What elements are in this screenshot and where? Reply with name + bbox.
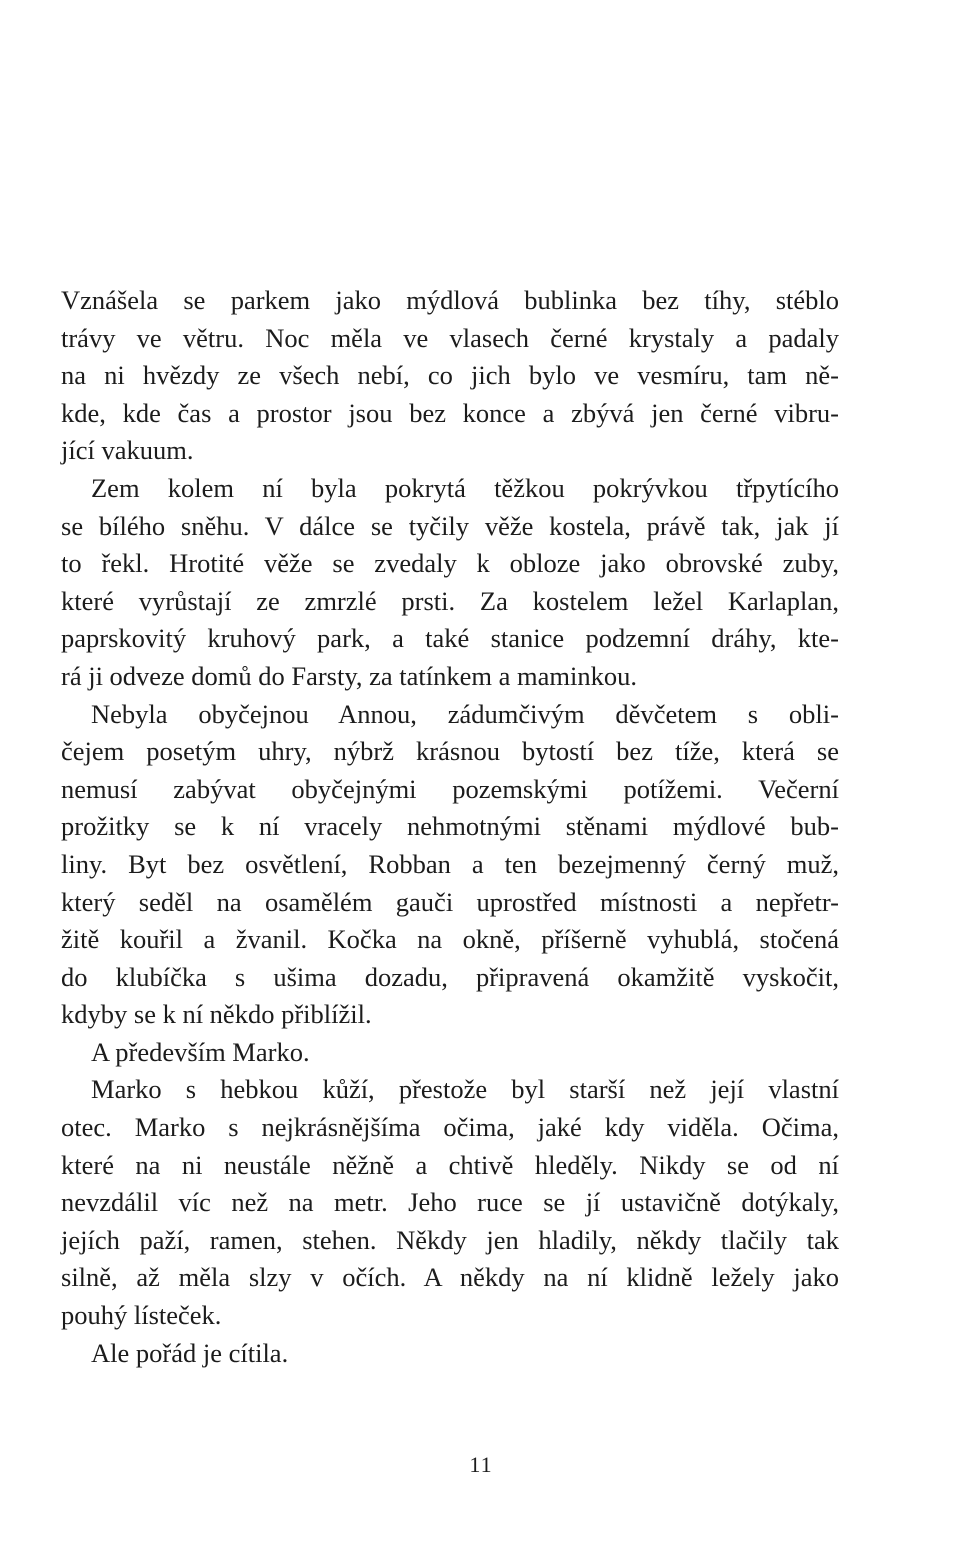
text-line: se bílého sněhu. V dálce se tyčily věže kostela, právě tak, jak jí [61,510,839,541]
text-line: kde, kde čas a prostor jsou bez konce a zbývá jen černé vibru- [61,397,839,428]
text-line: kdyby se k ní někdo přiblížil. [61,999,372,1030]
text-line: Nebyla obyčejnou Annou, zádumčivým děvčetem s obli- [91,698,839,729]
text-line: čejem posetým uhry, nýbrž krásnou bytostí bez tíže, která se [61,736,839,767]
body-text [61,282,839,1372]
text-line: Marko s hebkou kůží, přestože byl starší než její vlastní [91,1074,839,1105]
text-line: které vyrůstají ze zmrzlé prsti. Za kostelem ležel Karlaplan, [61,585,839,616]
text-line: Vznášela se parkem jako mýdlová bublinka bez tíhy, stéblo [61,285,839,315]
text-line: žitě kouřil a žvanil. Kočka na okně, příšerně vyhublá, stočená [61,924,839,955]
text-line: prožitky se k ní vracely nehmotnými stěnami mýdlové bub- [61,811,839,842]
text-line: nevzdálil víc než na metr. Jeho ruce se jí ustavičně dotýkaly, [61,1187,839,1218]
text-line: otec. Marko s nejkrásnějšíma očima, jaké kdy viděla. Očima, [61,1112,839,1143]
text-line: to řekl. Hrotité věže se zvedaly k obloze jako obrovské zuby, [61,548,839,579]
text-line: A především Marko. [91,1036,310,1067]
text-line: pouhý lísteček. [61,1300,222,1331]
text-line: jejích paží, ramen, stehen. Někdy jen hladily, někdy tlačily tak [61,1224,839,1255]
text-line: liny. Byt bez osvětlení, Robban a ten bezejmenný černý muž, [61,848,839,879]
text-line: které na ni neustále něžně a chtivě hleděly. Nikdy se od ní [61,1149,839,1180]
page-number: 11 [469,1452,493,1477]
text-line: trávy ve větru. Noc měla ve vlasech černé krystaly a padaly [61,322,839,353]
text-line: jící vakuum. [61,435,194,466]
text-line: do klubíčka s ušima dozadu, připravená okamžitě vyskočit, [61,961,839,992]
text-line: silně, až měla slzy v očích. A někdy na ní klidně ležely jako [61,1262,839,1293]
text-line: na ni hvězdy ze všech nebí, co jich bylo ve vesmíru, tam ně- [61,360,839,391]
text-line: Ale pořád je cítila. [91,1337,289,1368]
text-line: paprskovitý kruhový park, a také stanice podzemní dráhy, kte- [61,623,839,654]
text-line: který seděl na osamělém gauči uprostřed místnosti a nepřetr- [61,886,839,917]
text-line: rá ji odveze domů do Farsty, za tatínkem a maminkou. [61,660,637,691]
text-line: nemusí zabývat obyčejnými pozemskými potížemi. Večerní [61,773,839,804]
text-line: Zem kolem ní byla pokrytá těžkou pokrývkou třpytícího [91,472,839,503]
